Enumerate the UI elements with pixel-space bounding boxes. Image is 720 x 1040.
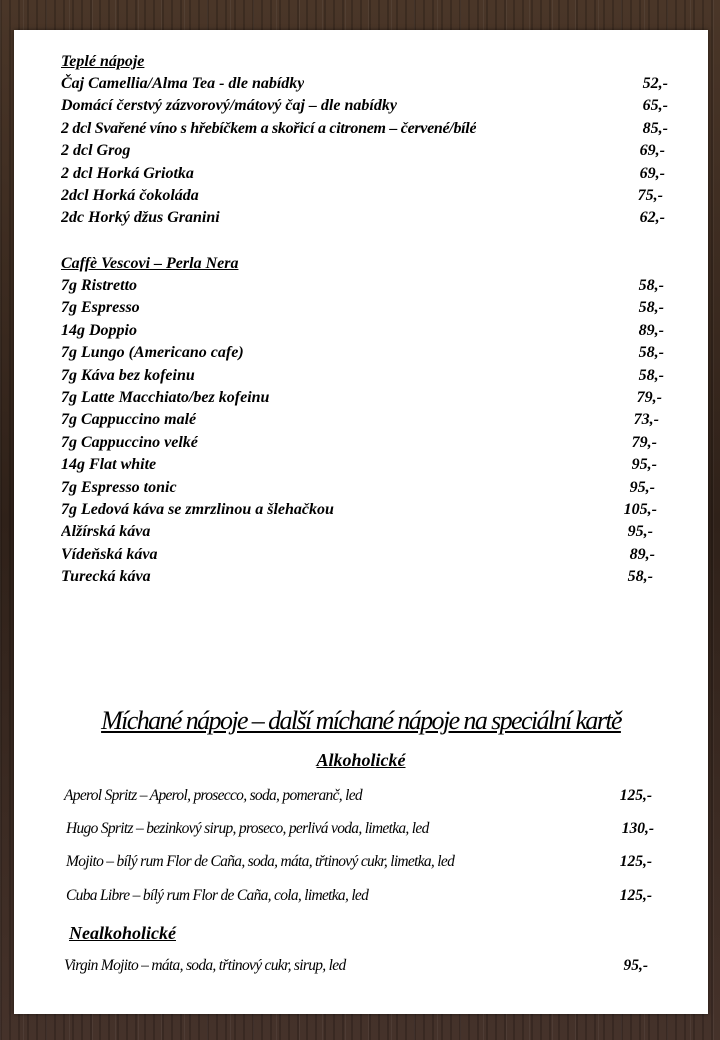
menu-item <box>61 185 663 207</box>
item-price: 69,- <box>639 164 665 182</box>
item-price: 52,- <box>642 75 668 92</box>
cocktail-name: Cuba Libre – bílý rum Flor de Caña, cola, limetka, led <box>66 887 369 904</box>
item-name: 2 dcl Horká Griotka <box>61 164 194 182</box>
item-name: Alžírská káva <box>61 523 151 541</box>
item-price: 95,- <box>631 456 657 474</box>
item-price: 75,- <box>637 186 663 204</box>
item-name: 7g Lungo (Americano cafe) <box>61 344 244 362</box>
menu-item <box>61 118 668 140</box>
nonalcoholic-heading: Nealkoholické <box>69 923 176 943</box>
item-name: 7g Ristretto <box>61 277 138 294</box>
item-price: 79,- <box>636 388 662 406</box>
warm-drinks-section <box>61 51 681 230</box>
cocktail-item <box>66 820 654 838</box>
item-name: 14g Doppio <box>61 321 137 339</box>
item-price: 58,- <box>638 299 664 317</box>
item-name: Turecká káva <box>61 568 151 586</box>
mixed-drinks-title: Míchané nápoje – další míchané nápoje na speciální kartě <box>101 706 621 735</box>
menu-item <box>61 477 655 499</box>
cocktail-price: 125,- <box>619 787 652 804</box>
item-price: 69,- <box>639 142 665 160</box>
item-name: 2 dcl Grog <box>61 142 131 160</box>
cocktail-item <box>66 887 652 905</box>
menu-item <box>61 387 662 409</box>
item-price: 62,- <box>639 209 665 227</box>
cocktail-price: 95,- <box>623 957 648 974</box>
item-name: Domácí čerstvý zázvorový/mátový čaj – dle nabídky <box>61 97 397 115</box>
item-price: 73,- <box>633 411 659 429</box>
item-price: 58,- <box>638 366 664 384</box>
item-price: 105,- <box>623 500 657 518</box>
item-price: 79,- <box>631 433 657 451</box>
cocktail-item <box>64 787 652 805</box>
item-price: 89,- <box>638 321 664 339</box>
cocktail-name: Aperol Spritz – Aperol, prosecco, soda, pomeranč, led <box>64 787 362 804</box>
item-price: 58,- <box>627 568 653 586</box>
item-price: 95,- <box>627 523 653 541</box>
item-name: Čaj Camellia/Alma Tea - dle nabídky <box>61 75 305 92</box>
menu-item <box>61 521 653 543</box>
menu-item <box>61 544 655 566</box>
menu-item <box>61 454 657 476</box>
cocktail-name: Virgin Mojito – máta, soda, třtinový cukr, sirup, led <box>64 957 346 974</box>
cocktail-price: 125,- <box>619 887 652 904</box>
coffee-heading: Caffè Vescovi – Perla Nera <box>61 255 239 272</box>
item-price: 95,- <box>629 478 655 496</box>
menu-item <box>61 566 653 588</box>
menu-item <box>61 365 664 387</box>
menu-item <box>61 320 664 342</box>
item-name: Vídeňská káva <box>61 545 158 563</box>
item-name: 7g Cappuccino velké <box>61 433 198 451</box>
alcoholic-heading: Alkoholické <box>316 750 406 770</box>
menu-item <box>61 432 657 454</box>
cocktail-item <box>64 957 648 975</box>
menu-item <box>61 163 665 185</box>
item-price: 58,- <box>638 344 664 362</box>
menu-page <box>14 30 708 1014</box>
coffee-section <box>61 253 681 588</box>
menu-item <box>61 73 668 95</box>
item-name: 2dcl Horká čokoláda <box>61 186 199 204</box>
menu-item <box>61 140 665 162</box>
menu-item <box>61 207 665 229</box>
item-name: 7g Espresso tonic <box>61 478 177 496</box>
item-name: 2 dcl Svařené víno s hřebíčkem a skořicí a citronem – červené/bílé <box>61 119 477 137</box>
item-price: 58,- <box>638 277 664 294</box>
cocktail-name: Mojito – bílý rum Flor de Caña, soda, máta, třtinový cukr, limetka, led <box>66 853 455 870</box>
item-name: 7g Ledová káva se zmrzlinou a šlehačkou <box>61 500 334 518</box>
item-price: 65,- <box>642 97 668 115</box>
menu-item <box>61 342 664 364</box>
item-name: 7g Cappuccino malé <box>61 411 197 429</box>
warm-drinks-heading: Teplé nápoje <box>61 53 145 70</box>
cocktail-price: 130,- <box>621 820 654 837</box>
menu-item <box>61 499 657 521</box>
menu-item <box>61 275 664 297</box>
item-name: 14g Flat white <box>61 456 157 474</box>
menu-item <box>61 297 664 319</box>
item-name: 2dc Horký džus Granini <box>61 209 220 227</box>
menu-item <box>61 95 668 117</box>
item-price: 89,- <box>629 545 655 563</box>
item-name: 7g Latte Macchiato/bez kofeinu <box>61 388 270 406</box>
cocktail-name: Hugo Spritz – bezinkový sirup, proseco, perlivá voda, limetka, led <box>66 820 429 837</box>
menu-item <box>61 409 659 431</box>
cocktail-price: 125,- <box>619 853 652 870</box>
item-name: 7g Káva bez kofeinu <box>61 366 195 384</box>
cocktail-item <box>66 853 652 871</box>
item-price: 85,- <box>642 119 668 137</box>
item-name: 7g Espresso <box>61 299 140 317</box>
